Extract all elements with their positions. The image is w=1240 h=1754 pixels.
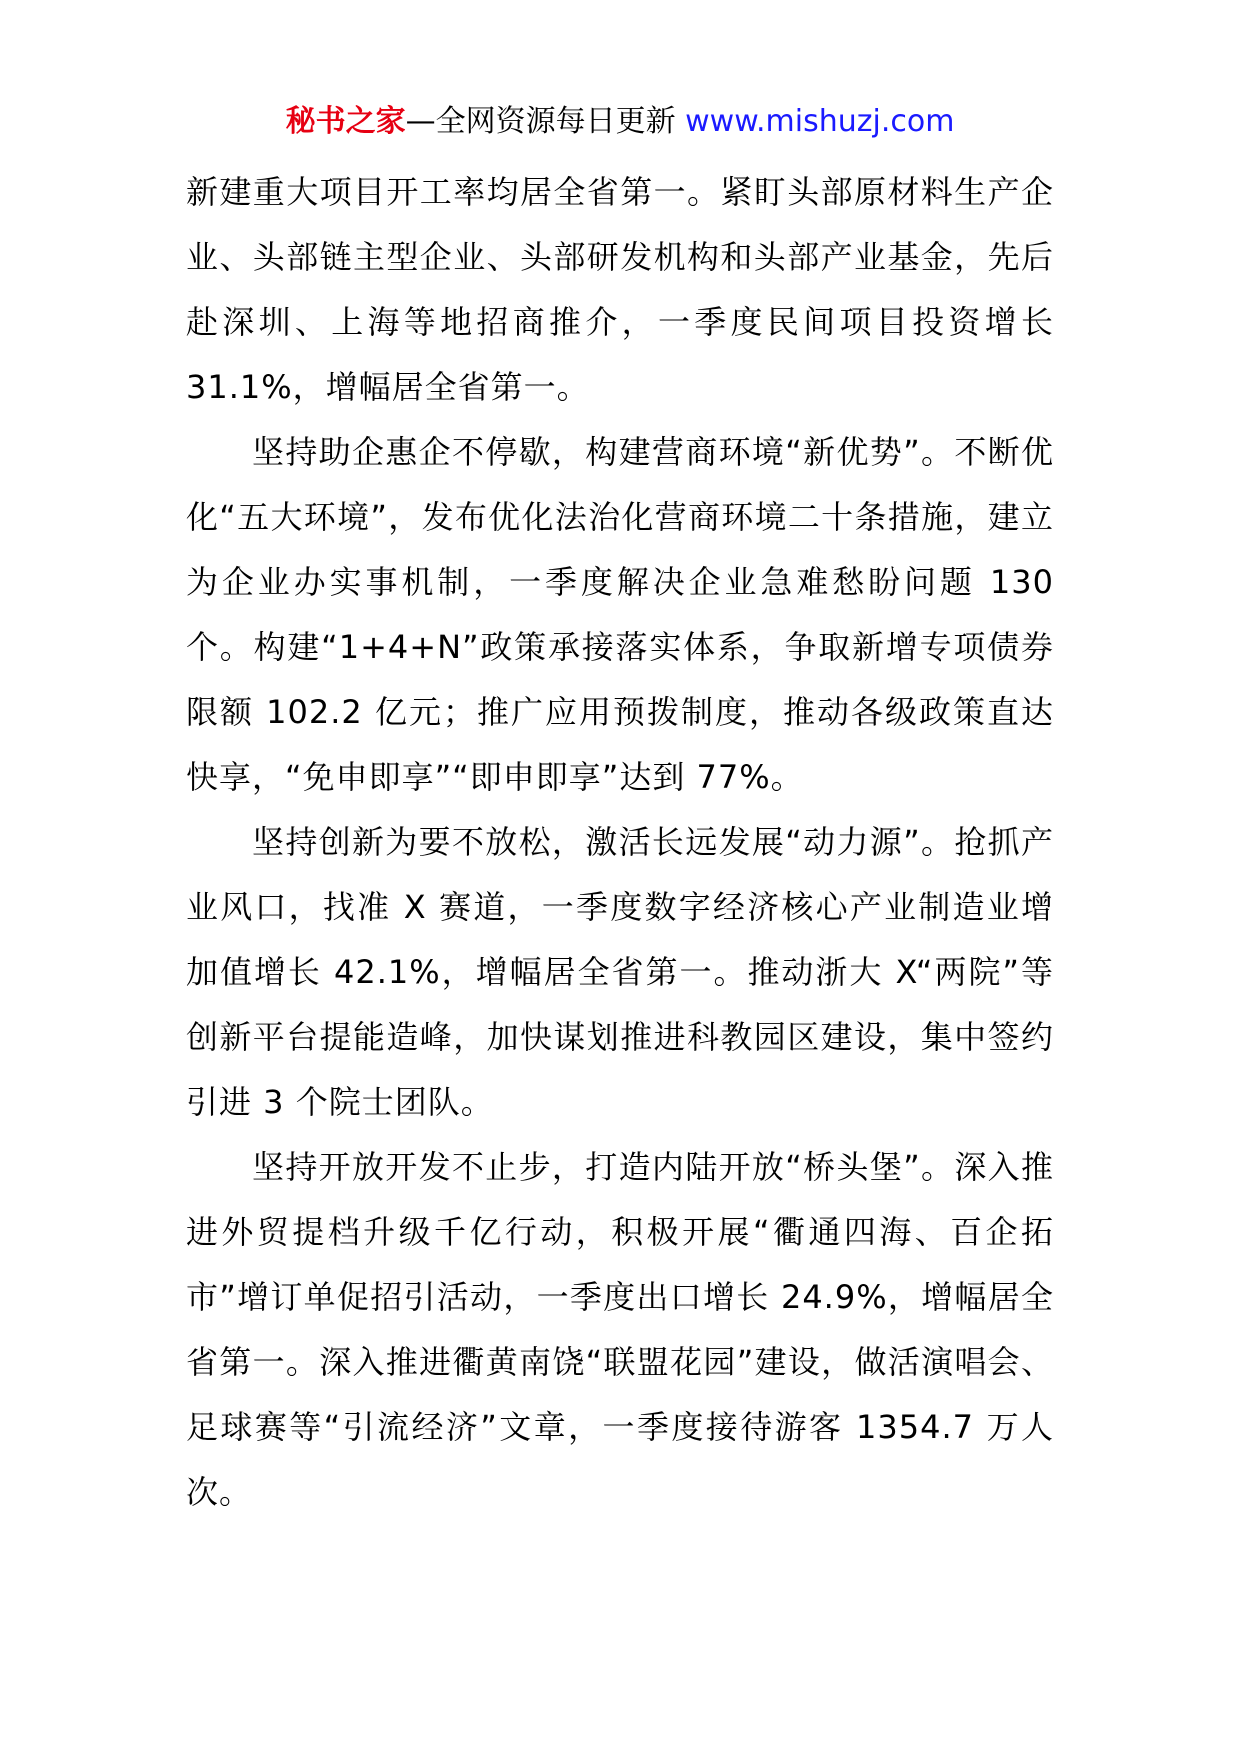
paragraph-opening-up: 坚持开放开发不止步，打造内陆开放“桥头堡”。深入推进外贸提档升级千亿行动，积极开展“衢通四海、百企拓市”增订单促招引活动，一季度出口增长 24.9%，增幅居全省第一。深入推进衢黄南饶“联盟花园”建设，做活演唱会、足球赛等“引流经济”文章，一季度接待游客 1354.7 万人次。 (186, 1148, 1054, 1511)
paragraph-business-environment: 坚持助企惠企不停歇，构建营商环境“新优势”。不断优化“五大环境”，发布优化法治化营商环境二十条措施，建立为企业办实事机制，一季度解决企业急难愁盼问题 130 个。构建“1+4+N”政策承接落实体系，争取新增专项债券限额 102.2 亿元；推广应用预拨制度，推动各级政策直达快享，“免申即享”“即申即享”达到 77%。 (186, 433, 1054, 796)
paragraph-continued: 新建重大项目开工率均居全省第一。紧盯头部原材料生产企业、头部链主型企业、头部研发机构和头部产业基金，先后赴深圳、上海等地招商推介，一季度民间项目投资增长 31.1%，增幅居全省第一。 (186, 173, 1054, 406)
page-header (0, 100, 1240, 144)
document-body (186, 160, 1054, 1525)
header-tagline: —全网资源每日更新 (405, 104, 686, 139)
brand-name: 秘书之家 (285, 104, 406, 139)
website-link[interactable]: www.mishuzj.com (685, 104, 955, 139)
paragraph-innovation: 坚持创新为要不放松，激活长远发展“动力源”。抢抓产业风口，找准 X 赛道，一季度数字经济核心产业制造业增加值增长 42.1%，增幅居全省第一。推动浙大 X“两院”等创新平台提能造峰，加快谋划推进科教园区建设，集中签约引进 3 个院士团队。 (186, 823, 1054, 1121)
